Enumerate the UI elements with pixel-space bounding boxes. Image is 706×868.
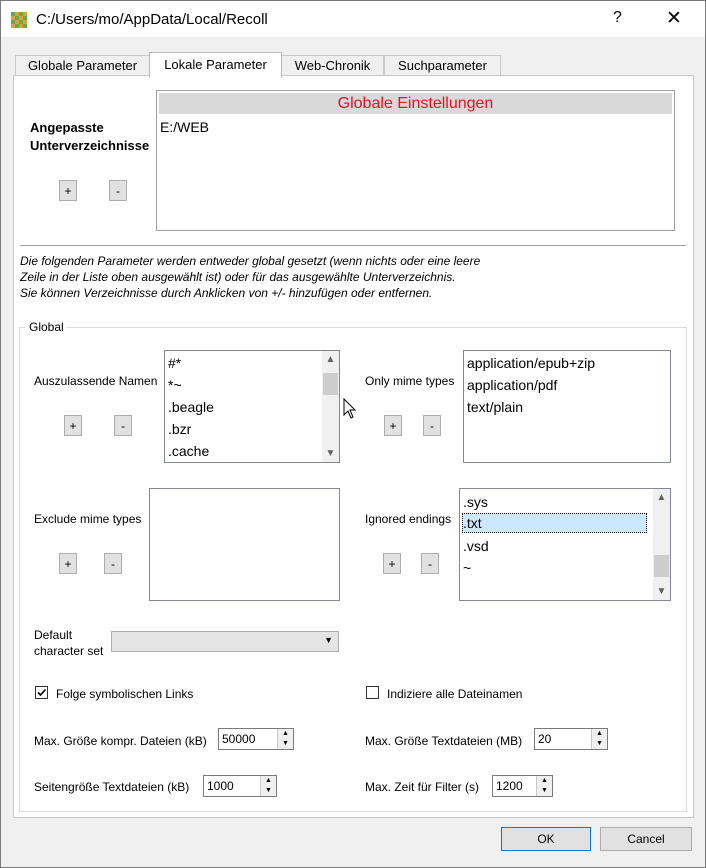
follow-links-checkbox[interactable] [35,686,48,699]
charset-combo[interactable] [111,631,339,652]
tab-global-params[interactable]: Globale Parameter [15,55,150,76]
spin-down-icon[interactable]: ▼ [536,786,552,796]
list-item[interactable]: text/plain [467,399,524,415]
list-item[interactable]: .vsd [463,538,489,554]
only-mime-list[interactable] [463,350,671,463]
spin-up-icon[interactable]: ▲ [277,729,293,739]
list-item[interactable]: .sys [463,494,488,510]
scroll-down-icon[interactable]: ▼ [656,586,667,597]
ignored-endings-list[interactable] [459,488,671,601]
exclude-mime-label: Exclude mime types [34,512,142,526]
scroll-up-icon[interactable]: ▲ [325,354,336,365]
skipped-names-label: Auszulassende Namen [34,374,158,388]
list-item[interactable]: *~ [168,377,182,393]
max-text-label: Max. Größe Textdateien (MB) [365,734,523,748]
subdir-item[interactable]: E:/WEB [160,119,210,135]
remove-skipped-name-button[interactable]: - [114,415,132,436]
remove-ignored-ending-button[interactable]: - [421,553,439,574]
charset-label-line1: Default [34,628,73,642]
info-line-1: Die folgenden Parameter werden entweder global gesetzt (wenn nichts oder eine leere [20,254,481,268]
remove-only-mime-button[interactable]: - [423,415,441,436]
max-compressed-spinbox[interactable] [218,728,294,750]
charset-label-line2: character set [34,644,104,658]
add-only-mime-button[interactable]: + [384,415,402,436]
tab-local-params[interactable]: Lokale Parameter [149,52,282,78]
follow-links-label[interactable]: Folge symbolischen Links [56,687,194,701]
subdirs-list[interactable] [156,90,675,231]
close-button[interactable]: ✕ [666,8,682,29]
list-item[interactable]: application/pdf [467,377,558,393]
add-ignored-ending-button[interactable]: + [383,553,401,574]
list-item[interactable]: .txt [463,515,482,531]
spin-down-icon[interactable]: ▼ [277,739,293,749]
max-text-value[interactable]: 20 [538,732,552,746]
chevron-down-icon: ▼ [324,635,333,645]
cancel-button[interactable]: Cancel [600,827,692,851]
page-size-value[interactable]: 1000 [207,779,234,793]
scroll-down-icon[interactable]: ▼ [325,448,336,459]
ok-button[interactable]: OK [501,827,591,851]
add-subdir-button[interactable]: + [59,180,77,201]
filter-time-label: Max. Zeit für Filter (s) [365,780,480,794]
recoll-app-icon [11,12,27,28]
help-button[interactable]: ? [613,9,622,26]
ignored-endings-label: Ignored endings [365,512,452,526]
info-line-3: Sie können Verzeichnisse durch Anklicken von +/- hinzufügen oder entfernen. [20,286,433,300]
max-compressed-label: Max. Größe kompr. Dateien (kB) [34,734,207,748]
remove-exclude-mime-button[interactable]: - [104,553,122,574]
groupbox-title: Global [26,320,67,334]
list-item-selected[interactable] [462,513,647,533]
spin-up-icon[interactable]: ▲ [260,776,276,786]
only-mime-label: Only mime types [365,374,455,388]
list-item[interactable]: ~ [463,560,472,576]
list-item[interactable]: application/epub+zip [467,355,596,371]
max-text-spinbox[interactable] [534,728,608,750]
subdirs-label: Angepasste Unterverzeichnisse [30,120,150,153]
spin-down-icon[interactable]: ▼ [591,739,607,749]
tab-search-params[interactable]: Suchparameter [384,55,501,76]
index-all-checkbox[interactable] [366,686,379,699]
spin-down-icon[interactable]: ▼ [260,786,276,796]
ignored-endings-scrollbar[interactable] [653,489,670,600]
filter-time-value[interactable]: 1200 [496,779,523,793]
filter-time-spinbox[interactable] [492,775,553,797]
global-settings-header[interactable]: Globale Einstellungen [159,93,672,114]
add-exclude-mime-button[interactable]: + [59,553,77,574]
list-item[interactable]: #* [168,355,182,371]
skipped-names-list[interactable] [164,350,340,463]
window-title: C:/Users/mo/AppData/Local/Recoll [36,11,268,28]
skipped-names-scrollbar[interactable] [322,351,339,462]
scrollbar-thumb[interactable] [323,373,338,395]
scrollbar-thumb[interactable] [654,555,669,577]
mouse-cursor-icon [343,398,357,420]
spin-up-icon[interactable]: ▲ [536,776,552,786]
remove-subdir-button[interactable]: - [109,180,127,201]
list-item[interactable]: .cache [168,443,210,459]
list-item[interactable]: .beagle [168,399,214,415]
title-bar [1,1,705,37]
add-skipped-name-button[interactable]: + [64,415,82,436]
max-compressed-value[interactable]: 50000 [222,732,256,746]
separator [20,245,686,246]
spin-up-icon[interactable]: ▲ [591,729,607,739]
info-line-2: Zeile in der Liste oben ausgewählt ist) oder für das ausgewählte Unterverzeichnis. [20,270,456,284]
index-all-label[interactable]: Indiziere alle Dateinamen [387,687,523,701]
list-item[interactable]: .bzr [168,421,192,437]
scroll-up-icon[interactable]: ▲ [656,492,667,503]
tab-web-history[interactable]: Web-Chronik [281,55,384,76]
checkmark-icon [36,687,47,698]
page-size-label: Seitengröße Textdateien (kB) [34,780,190,794]
page-size-spinbox[interactable] [203,775,277,797]
exclude-mime-list[interactable] [149,488,340,601]
